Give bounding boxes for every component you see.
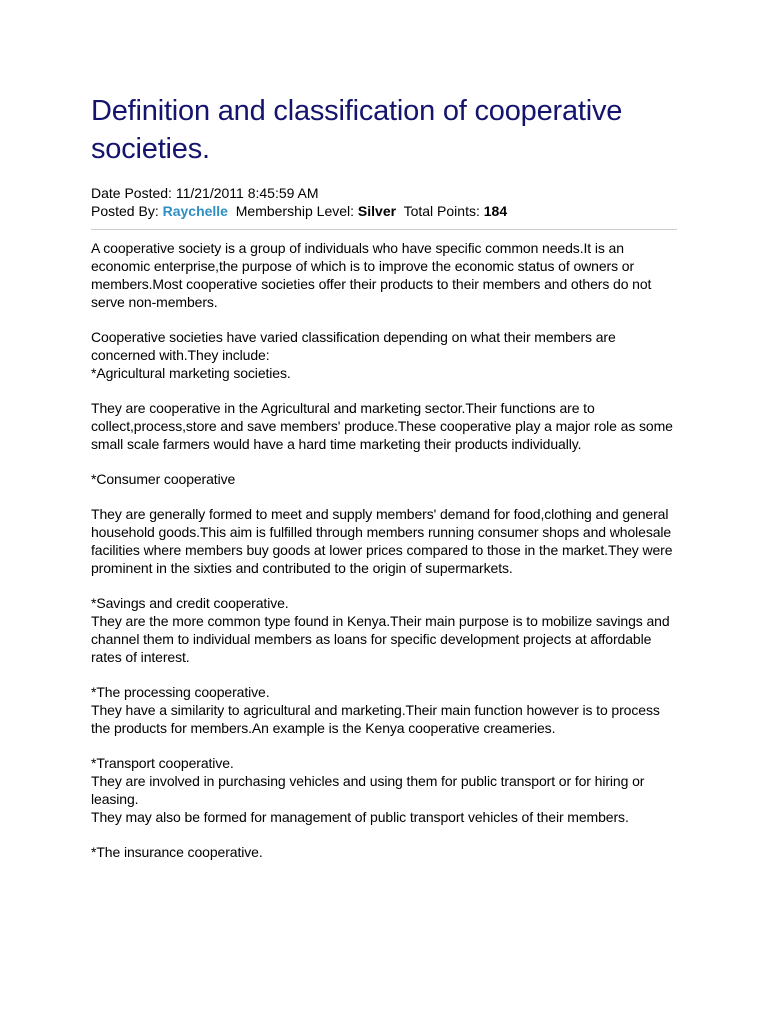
paragraph: They are generally formed to meet and supply members' demand for food,clothing and general household goods.This aim is fulfilled through members running consumer shops and wholesale facilities where members buy goods at lower prices compared to those in the market.They were prominent in the sixties and contributed to the origin of supermarkets. <box>91 506 673 576</box>
posted-by-line <box>91 202 677 220</box>
document-page <box>91 92 677 861</box>
paragraph: They are the more common type found in Kenya.Their main purpose is to mobilize savings and channel them to individual members as loans for specific development projects at affordable rates of interest. <box>91 613 670 665</box>
paragraph: They may also be formed for management of public transport vehicles of their members. <box>91 809 629 825</box>
paragraph-block <box>91 399 677 453</box>
section-heading: *Consumer cooperative <box>91 471 236 487</box>
membership-value: Silver <box>357 203 397 219</box>
date-posted-line <box>91 184 677 202</box>
author-link[interactable]: Raychelle <box>162 203 228 219</box>
paragraph-block <box>91 470 677 488</box>
divider <box>91 229 677 230</box>
paragraph-block <box>91 239 677 311</box>
paragraph: They are cooperative in the Agricultural and marketing sector.Their functions are to collect,process,store and save members' produce.These cooperative play a major role as some small scale farmers would have a hard time marketing their products individually. <box>91 400 673 452</box>
paragraph-block <box>91 843 677 861</box>
paragraph-block <box>91 754 677 826</box>
paragraph-block <box>91 328 677 382</box>
paragraph: *Agricultural marketing societies. <box>91 365 291 381</box>
paragraph-block <box>91 505 677 577</box>
paragraph: A cooperative society is a group of individuals who have specific common needs.It is an economic enterprise,the purpose of which is to improve the economic status of owners or members.Most cooperative societies offer their products to their members and others do not serve non-members. <box>91 240 652 310</box>
section-heading: *Savings and credit cooperative. <box>91 595 289 611</box>
article-body <box>91 239 677 861</box>
posted-by-label: Posted By: <box>91 203 159 219</box>
date-posted-label: Date Posted: <box>91 185 172 201</box>
points-value: 184 <box>483 203 508 219</box>
date-posted-value: 11/21/2011 8:45:59 AM <box>175 185 319 201</box>
paragraph: Cooperative societies have varied classification depending on what their members are concerned with.They include: <box>91 329 616 363</box>
section-heading: *The processing cooperative. <box>91 684 270 700</box>
post-meta <box>91 184 677 220</box>
points-label: Total Points: <box>403 203 480 219</box>
paragraph-block <box>91 594 677 666</box>
section-heading: *The insurance cooperative. <box>91 844 263 860</box>
section-heading: *Transport cooperative. <box>91 755 234 771</box>
paragraph: They are involved in purchasing vehicles and using them for public transport or for hiring or leasing. <box>91 773 645 807</box>
paragraph: They have a similarity to agricultural and marketing.Their main function however is to process the products for members.An example is the Kenya cooperative creameries. <box>91 702 660 736</box>
page-title: Definition and classification of cooperative societies. <box>91 95 623 165</box>
membership-label: Membership Level: <box>235 203 355 219</box>
paragraph-block <box>91 683 677 737</box>
